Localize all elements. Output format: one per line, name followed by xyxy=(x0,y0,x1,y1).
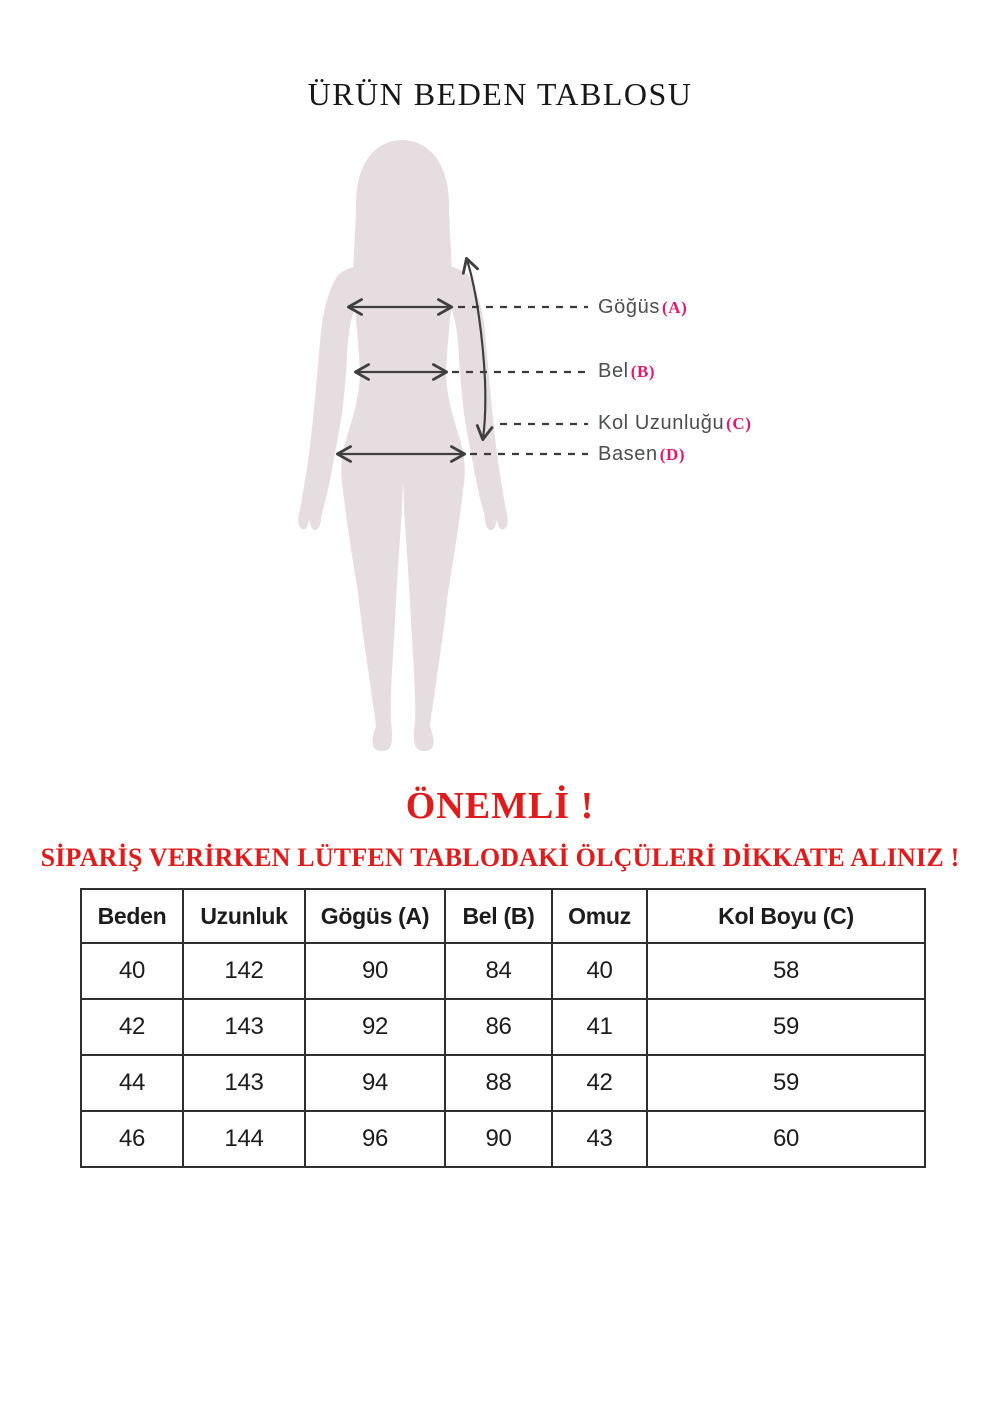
hip-label-marker: (D) xyxy=(659,445,686,464)
cell-beden: 44 xyxy=(81,1055,183,1111)
arm-length-label-marker: (C) xyxy=(726,414,752,433)
cell-omuz: 42 xyxy=(552,1055,647,1111)
cell-omuz: 40 xyxy=(552,943,647,999)
arm-length-label-text: Kol Uzunluğu xyxy=(598,412,725,434)
cell-uzunluk: 144 xyxy=(183,1111,305,1167)
cell-beden: 40 xyxy=(81,943,183,999)
cell-omuz: 43 xyxy=(552,1111,647,1167)
cell-bel: 90 xyxy=(445,1111,552,1167)
waist-label-marker: (B) xyxy=(630,362,656,381)
hip-label xyxy=(598,442,685,467)
body-measurement-illustration xyxy=(0,130,1000,775)
header-beden: Beden xyxy=(81,889,183,943)
cell-gogus: 92 xyxy=(305,999,445,1055)
cell-gogus: 96 xyxy=(305,1111,445,1167)
waist-label xyxy=(598,359,655,384)
cell-beden: 46 xyxy=(81,1111,183,1167)
page-title: ÜRÜN BEDEN TABLOSU xyxy=(307,76,693,112)
waist-label-text: Bel xyxy=(598,360,629,382)
header-uzunluk: Uzunluk xyxy=(183,889,305,943)
cell-gogus: 94 xyxy=(305,1055,445,1111)
measurement-diagram xyxy=(0,130,1000,775)
cell-kol: 59 xyxy=(647,1055,925,1111)
header-gogus: Gögüs (A) xyxy=(305,889,445,943)
table-row xyxy=(81,999,925,1055)
cell-kol: 60 xyxy=(647,1111,925,1167)
cell-uzunluk: 143 xyxy=(183,999,305,1055)
cell-bel: 86 xyxy=(445,999,552,1055)
table-row xyxy=(81,943,925,999)
chest-label xyxy=(598,295,687,320)
chest-label-text: Göğüs xyxy=(598,296,660,318)
cell-beden: 42 xyxy=(81,999,183,1055)
chest-label-marker: (A) xyxy=(661,298,688,317)
table-row xyxy=(81,1055,925,1111)
cell-bel: 88 xyxy=(445,1055,552,1111)
cell-omuz: 41 xyxy=(552,999,647,1055)
cell-kol: 58 xyxy=(647,943,925,999)
header-omuz: Omuz xyxy=(552,889,647,943)
cell-uzunluk: 142 xyxy=(183,943,305,999)
cell-kol: 59 xyxy=(647,999,925,1055)
size-table-header-row xyxy=(81,889,925,943)
header-bel: Bel (B) xyxy=(445,889,552,943)
size-table xyxy=(80,888,926,1168)
important-heading: ÖNEMLİ ! xyxy=(405,785,595,827)
arm-length-label xyxy=(598,411,752,436)
order-warning-text: SİPARİŞ VERİRKEN LÜTFEN TABLODAKİ ÖLÇÜLERİ DİKKATE ALINIZ ! xyxy=(40,843,960,872)
header-kol-boyu: Kol Boyu (C) xyxy=(647,889,925,943)
cell-uzunluk: 143 xyxy=(183,1055,305,1111)
cell-gogus: 90 xyxy=(305,943,445,999)
hip-label-text: Basen xyxy=(598,443,658,465)
cell-bel: 84 xyxy=(445,943,552,999)
table-row xyxy=(81,1111,925,1167)
